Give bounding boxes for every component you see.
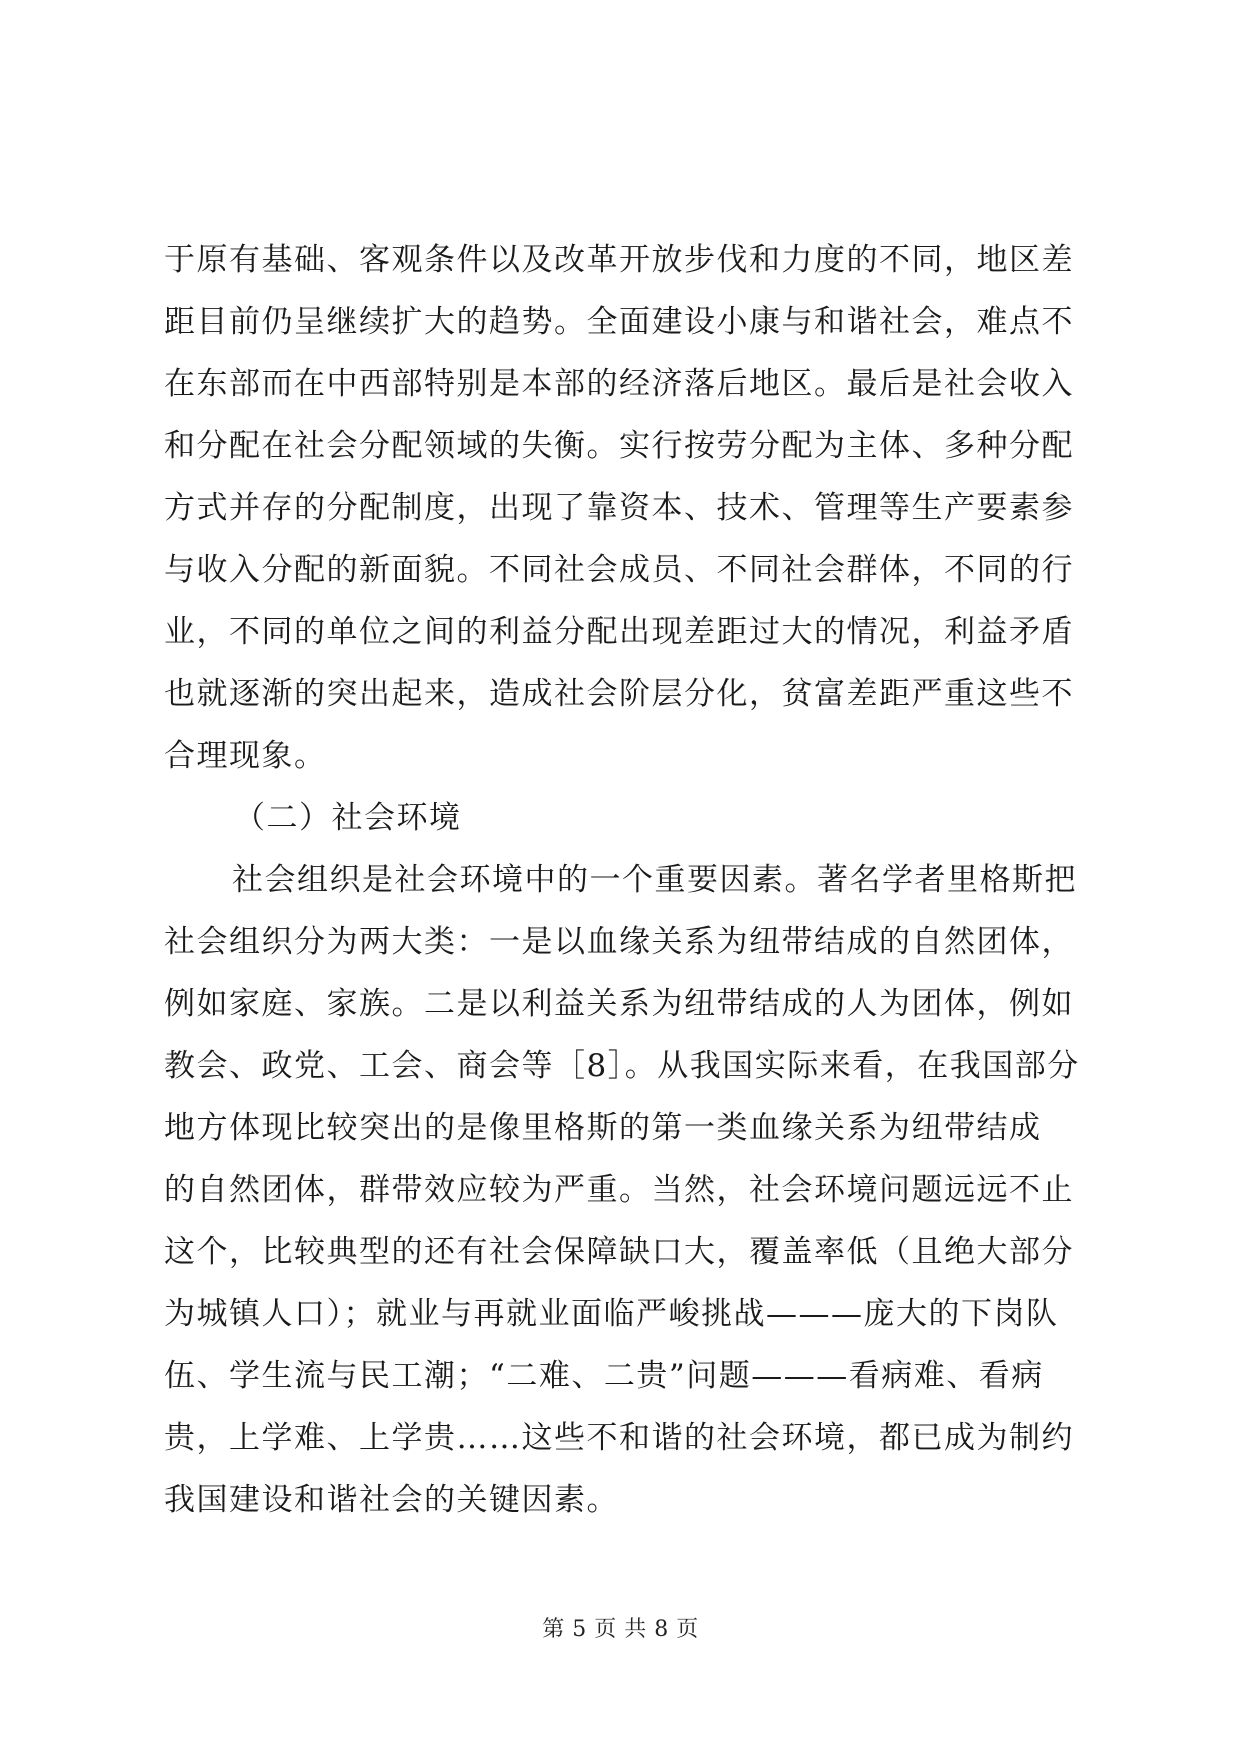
paragraph-1-line: 和分配在社会分配领域的失衡。实行按劳分配为主体、多种分配: [164, 428, 1074, 464]
paragraph-1-line: 也就逐渐的突出起来，造成社会阶层分化，贫富差距严重这些不: [164, 676, 1074, 712]
paragraph-2-line: 社会组织分为两大类：一是以血缘关系为纽带结成的自然团体，: [164, 924, 1074, 960]
paragraph-1-line: 合理现象。: [164, 738, 327, 774]
paragraph-1-line: 在东部而在中西部特别是本部的经济落后地区。最后是社会收入: [164, 366, 1074, 402]
paragraph-1-line: 与收入分配的新面貌。不同社会成员、不同社会群体，不同的行: [164, 552, 1074, 588]
paragraph-2-line: 的自然团体，群带效应较为严重。当然，社会环境问题远远不止: [164, 1172, 1074, 1208]
paragraph-2-line: 社会组织是社会环境中的一个重要因素。著名学者里格斯把: [232, 862, 1077, 898]
paragraph-1-line: 于原有基础、客观条件以及改革开放步伐和力度的不同，地区差: [164, 242, 1074, 278]
paragraph-2-line: 为城镇人口）；就业与再就业面临严峻挑战———庞大的下岗队: [164, 1296, 1059, 1332]
paragraph-1-line: 方式并存的分配制度，出现了靠资本、技术、管理等生产要素参: [164, 490, 1074, 526]
paragraph-2-line: 例如家庭、家族。二是以利益关系为纽带结成的人为团体，例如: [164, 986, 1074, 1022]
paragraph-2-line: 这个，比较典型的还有社会保障缺口大，覆盖率低（且绝大部分: [164, 1234, 1074, 1270]
page-footer: 第 5 页 共 8 页: [542, 1617, 699, 1642]
paragraph-2-line: 地方体现比较突出的是像里格斯的第一类血缘关系为纽带结成: [164, 1110, 1042, 1146]
paragraph-2-line: 贵，上学难、上学贵……这些不和谐的社会环境，都已成为制约: [164, 1420, 1074, 1456]
paragraph-1-line: 距目前仍呈继续扩大的趋势。全面建设小康与和谐社会，难点不: [164, 304, 1074, 340]
section-heading: （二）社会环境: [234, 800, 462, 836]
paragraph-1-line: 业，不同的单位之间的利益分配出现差距过大的情况，利益矛盾: [164, 614, 1074, 650]
paragraph-2-line: 伍、学生流与民工潮；“二难、二贵”问题———看病难、看病: [164, 1358, 1044, 1394]
paragraph-2-line: 我国建设和谐社会的关键因素。: [164, 1482, 619, 1518]
paragraph-2-line: 教会、政党、工会、商会等［8］。从我国实际来看，在我国部分: [164, 1048, 1080, 1084]
